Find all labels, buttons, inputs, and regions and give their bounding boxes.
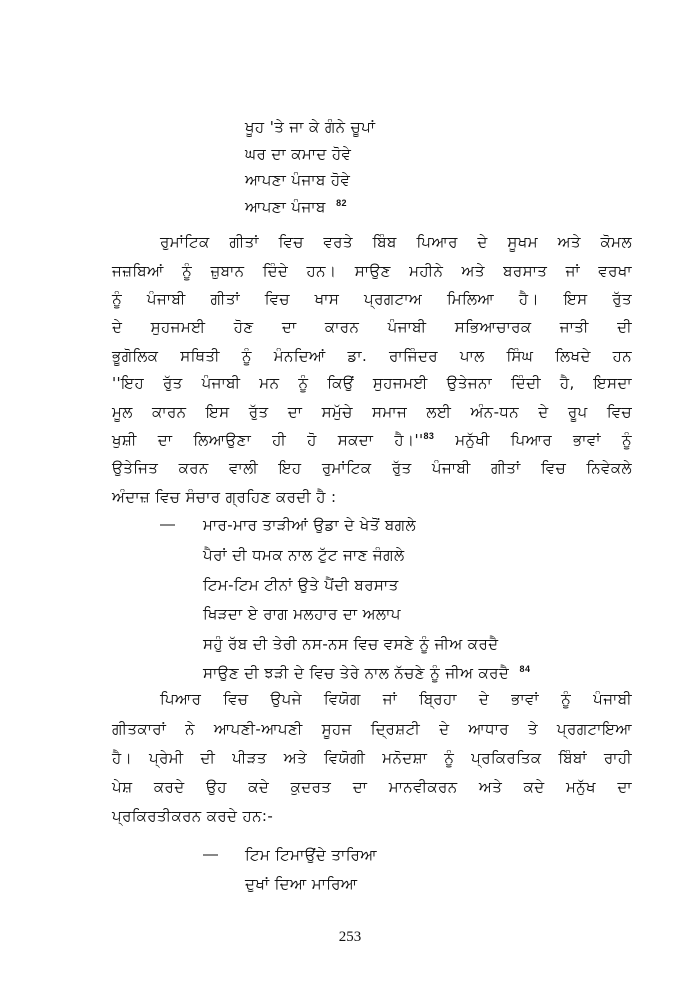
paragraph-line: ਪਿਆਰ ਵਿਚ ਉਪਜੇ ਵਿਯੋਗ ਜਾਂ ਬ੍ਰਿਹਾ ਦੇ ਭਾਵਾਂ ਨੂੰ ਪੰਜਾਬੀ [160, 690, 632, 708]
paragraph-line: ਦੇ ਸੁਹਜਮਈ ਹੋਣ ਦਾ ਕਾਰਨ ਪੰਜਾਬੀ ਸਭਿਆਚਾਰਕ ਜਾਤੀ ਦੀ [112, 318, 632, 336]
footnote-ref: 84 [519, 664, 531, 674]
paragraph-line: ਪ੍ਰਕਿਰਤੀਕਰਨ ਕਰਦੇ ਹਨ:- [112, 807, 274, 825]
em-dash: — [203, 846, 218, 863]
poem-line-text: ਸਾਉਣ ਦੀ ਝੜੀ ਦੇ ਵਿਚ ਤੇਰੇ ਨਾਲ ਨੱਚਣੇ ਨੂੰ ਜੀਅ ਕਰਦੈ [203, 664, 510, 682]
poem-line: ਸਹੁੰ ਰੱਬ ਦੀ ਤੇਰੀ ਨਸ-ਨਸ ਵਿਚ ਵਸਣੇ ਨੂੰ ਜੀਅ ਕਰਦੈ [203, 635, 499, 653]
poem-line: ਮਾਰ-ਮਾਰ ਤਾੜੀਆਂ ਉਡਾ ਦੇ ਖੇਤੋਂ ਬਗਲੇ [203, 516, 417, 534]
paragraph-line [112, 430, 632, 450]
poem-line-text: ਆਪਣਾ ਪੰਜਾਬ [245, 198, 326, 216]
paragraph-line: ਭੂਗੋਲਿਕ ਸਥਿਤੀ ਨੂੰ ਮੰਨਦਿਆਂ ਡਾ. ਰਾਜਿੰਦਰ ਪਾਲ ਸਿੰਘ ਲਿਖਦੇ ਹਨ [112, 347, 632, 365]
paragraph-line: ਜਜ਼ਬਿਆਂ ਨੂੰ ਜ਼ੁਬਾਨ ਦਿੰਦੇ ਹਨ। ਸਾਉਣ ਮਹੀਨੇ ਅਤੇ ਬਰਸਾਤ ਜਾਂ ਵਰਖਾ [112, 262, 632, 280]
paragraph-line: ਗੀਤਕਾਰਾਂ ਨੇ ਆਪਣੀ-ਆਪਣੀ ਸੂਹਜ ਦ੍ਰਿਸ਼ਟੀ ਦੇ ਆਧਾਰ ਤੇ ਪ੍ਰਗਟਾਇਆ [112, 720, 632, 738]
paragraph-line: ਮੂਲ ਕਾਰਨ ਇਸ ਰੁੱਤ ਦਾ ਸਮੁੱਚੇ ਸਮਾਜ ਲਈ ਅੰਨ-ਧਨ ਦੇ ਰੂਪ ਵਿਚ [112, 403, 632, 421]
paragraph-line-text: ਖੁਸ਼ੀ ਦਾ ਲਿਆਉਣਾ ਹੀ ਹੋ ਸਕਦਾ ਹੈ।'' [112, 431, 424, 449]
poem-line: ਖੂਹ 'ਤੇ ਜਾ ਕੇ ਗੰਨੇ ਚੂਪਾਂ [245, 118, 376, 136]
footnote-ref: 83 [423, 431, 435, 441]
paragraph-line-text: ਮਨੁੱਖੀ ਪਿਆਰ ਭਾਵਾਂ ਨੂੰ [434, 431, 632, 449]
paragraph-line: ਅੰਦਾਜ਼ ਵਿਚ ਸੰਚਾਰ ਗ੍ਰਹਿਣ ਕਰਦੀ ਹੈ : [112, 488, 337, 506]
footnote-ref: 82 [336, 198, 347, 208]
poem-line: ਘਰ ਦਾ ਕਮਾਦ ਹੋਵੇ [245, 145, 352, 163]
poem-line: ਆਪਣਾ ਪੰਜਾਬ ਹੋਵੇ [245, 171, 351, 189]
poem-line: ਪੈਰਾਂ ਦੀ ਧਮਕ ਨਾਲ ਟੁੱਟ ਜਾਣ ਜੰਗਲੇ [203, 546, 405, 564]
poem-line [203, 663, 530, 683]
paragraph-line: ਪੇਸ਼ ਕਰਦੇ ਉਹ ਕਦੇ ਕੁਦਰਤ ਦਾ ਮਾਨਵੀਕਰਨ ਅਤੇ ਕਦੇ ਮਨੁੱਖ ਦਾ [112, 778, 632, 796]
paragraph-line: ਨੂੰ ਪੰਜਾਬੀ ਗੀਤਾਂ ਵਿਚ ਖਾਸ ਪ੍ਰਗਟਾਅ ਮਿਲਿਆ ਹੈ। ਇਸ ਰੁੱਤ [112, 290, 632, 308]
poem-line: ਖਿੜਦਾ ਏ ਰਾਗ ਮਲਹਾਰ ਦਾ ਅਲਾਪ [203, 605, 401, 623]
paragraph-line: ਹੈ। ਪ੍ਰੇਮੀ ਦੀ ਪੀੜਤ ਅਤੇ ਵਿਯੋਗੀ ਮਨੋਦਸ਼ਾ ਨੂੰ ਪ੍ਰਕਿਰਤਿਕ ਬਿੰਬਾਂ ਰਾਹੀ [112, 749, 632, 767]
paragraph-line: ਰੁਮਾਂਟਿਕ ਗੀਤਾਂ ਵਿਚ ਵਰਤੇ ਬਿੰਬ ਪਿਆਰ ਦੇ ਸੂਖਮ ਅਤੇ ਕੋਮਲ [160, 233, 632, 251]
paragraph-line: ''ਇਹ ਰੁੱਤ ਪੰਜਾਬੀ ਮਨ ਨੂੰ ਕਿਉਂ ਸੁਹਜਮਈ ਉਤੇਜਨਾ ਦਿੰਦੀ ਹੈ, ਇਸਦਾ [112, 374, 632, 392]
poem-line [245, 197, 347, 217]
em-dash: — [160, 516, 175, 533]
poem-line: ਦੁਖਾਂ ਦਿਆ ਮਾਰਿਆ [245, 875, 358, 893]
paragraph-line: ਉਤੇਜਿਤ ਕਰਨ ਵਾਲੀ ਇਹ ਰੁਮਾਂਟਿਕ ਰੁੱਤ ਪੰਜਾਬੀ ਗੀਤਾਂ ਵਿਚ ਨਿਵੇਕਲੇ [112, 459, 632, 477]
page-number: 253 [338, 929, 362, 945]
poem-line: ਟਿਮ ਟਿਮਾਉਂਦੇ ਤਾਰਿਆ [245, 846, 377, 864]
poem-line: ਟਿਮ-ਟਿਮ ਟੀਨਾਂ ਉਤੇ ਪੈਂਦੀ ਬਰਸਾਤ [203, 576, 399, 594]
